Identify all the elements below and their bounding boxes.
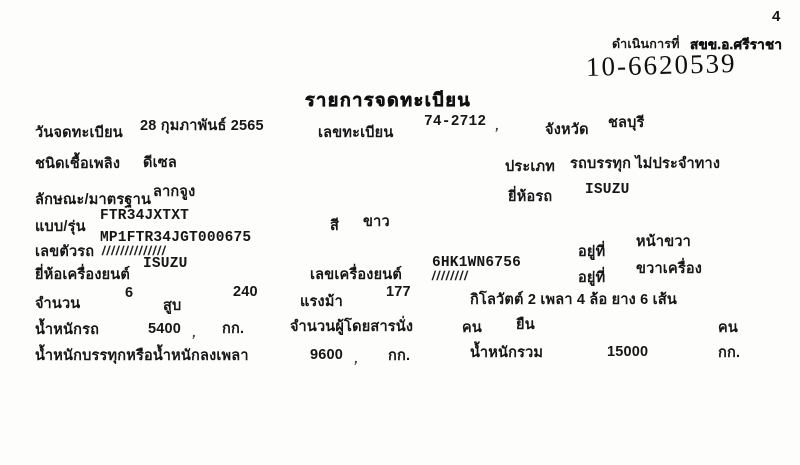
chassis-location: หน้าขวา [636, 234, 692, 250]
horsepower-label: แรงม้า [300, 294, 343, 310]
chassis-number-label: เลขตัวรถ [35, 244, 95, 260]
gross-weight-label: น้ำหนักรวม [470, 345, 544, 361]
chassis-hatch-marks: ////////////// [100, 243, 168, 258]
load-weight-label: น้ำหนักบรรทุกหรือน้ำหนักลงเพลา [35, 348, 249, 364]
category: รถบรรทุก ไม่ประจำทาง [570, 156, 721, 172]
kw-axles-wheels-tires: กิโลวัตต์ 2 เพลา 4 ล้อ ยาง 6 เส้น [470, 292, 677, 308]
seated-persons-unit: คน [462, 320, 483, 336]
registration-date: 28 กุมภาพันธ์ 2565 [140, 118, 264, 134]
engine-hatch-marks: //////// [430, 268, 470, 283]
gross-weight-unit: กก. [718, 345, 741, 361]
engine-location: ขวาเครื่อง [636, 261, 703, 277]
processed-at-label: ดำเนินการที่ [612, 37, 680, 51]
engine-brand-label: ยี่ห้อเครื่องยนต์ [35, 267, 131, 283]
body-style: ลากจูง [153, 184, 196, 200]
standing-persons-unit: คน [718, 320, 739, 336]
load-weight: 9600 [310, 347, 344, 363]
color: ขาว [363, 214, 390, 230]
page-number: 4 [772, 8, 781, 25]
handwritten-case-number: 10-6620539 [585, 48, 737, 82]
engine-number-label: เลขเครื่องยนต์ [310, 267, 403, 283]
cylinders-label: จำนวน [35, 296, 81, 312]
pen-tick: , [494, 117, 502, 134]
vehicle-weight-unit: กก. [222, 321, 245, 337]
document-title: รายการจดทะเบียน [305, 90, 472, 110]
model: FTR34JXTXT [100, 208, 190, 224]
seated-passengers-label: จำนวนผู้โดยสารนั่ง [290, 319, 414, 335]
fuel-type-label: ชนิดเชื้อเพลิง [35, 156, 121, 172]
category-label: ประเภท [505, 159, 556, 175]
kilowatts: 177 [386, 284, 411, 300]
chassis-location-label: อยู่ที่ [578, 244, 606, 260]
pen-tick: , [353, 350, 361, 367]
vehicle-weight: 5400 [148, 321, 182, 337]
cylinders-unit: สูบ [163, 298, 182, 314]
vehicle-brand-label: ยี่ห้อรถ [508, 189, 553, 205]
province: ชลบุรี [608, 115, 645, 131]
vehicle-weight-label: น้ำหนักรถ [35, 322, 100, 338]
engine-location-label: อยู่ที่ [578, 270, 606, 286]
registration-date-label: วันจดทะเบียน [35, 125, 123, 141]
vehicle-brand: ISUZU [585, 182, 630, 198]
cylinders: 6 [125, 285, 134, 301]
body-style-label: ลักษณะ/มาตรฐาน [35, 192, 152, 208]
model-label: แบบ/รุ่น [35, 219, 86, 235]
engine-brand: ISUZU [143, 256, 188, 272]
load-weight-unit: กก. [388, 348, 411, 364]
province-label: จังหวัด [545, 122, 589, 138]
plate-number-label: เลขทะเบียน [318, 125, 394, 141]
horsepower: 240 [233, 284, 258, 300]
chassis-number: MP1FTR34JGT000675 [100, 230, 252, 246]
plate-number: 74-2712 [424, 114, 487, 130]
pen-tick: , [191, 324, 199, 341]
office-stamp: สขข.อ.ศรีราชา [690, 37, 783, 52]
engine-number: 6HK1WN6756 [432, 255, 522, 271]
gross-weight: 15000 [607, 344, 649, 360]
standing-label: ยืน [516, 317, 535, 333]
fuel-type: ดีเซล [143, 155, 177, 171]
color-label: สี [330, 218, 340, 234]
